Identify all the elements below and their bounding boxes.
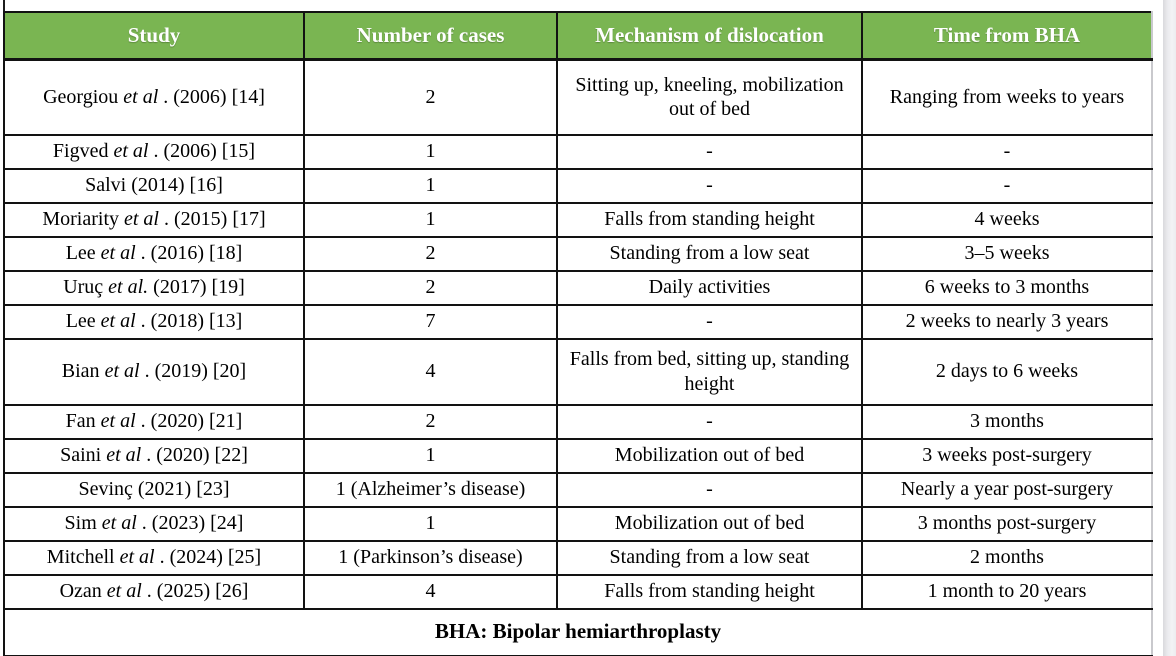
study-cell: Sim et al . (2023) [24] [4,507,304,541]
table-row [4,169,1152,203]
mechanism-cell: - [557,405,862,439]
time-cell: Ranging from weeks to years [862,60,1152,135]
table-header [4,12,1152,60]
time-cell: 2 months [862,541,1152,575]
study-table [3,11,1153,656]
table-row [4,237,1152,271]
time-cell: 3 weeks post-surgery [862,439,1152,473]
header-study: Study [4,12,304,60]
mechanism-cell: - [557,473,862,507]
et-al-italic: et al [104,360,140,383]
mechanism-cell: Standing from a low seat [557,541,862,575]
cases-cell: 1 (Alzheimer’s disease) [304,473,557,507]
cases-cell: 1 [304,203,557,237]
time-cell: 1 month to 20 years [862,575,1152,609]
et-al-italic: et al [123,86,159,109]
study-cell: Ozan et al . (2025) [26] [4,575,304,609]
time-cell: Nearly a year post-surgery [862,473,1152,507]
et-al-italic: et al [101,512,137,535]
time-cell: 2 weeks to nearly 3 years [862,305,1152,339]
et-al-italic: et al [124,208,159,231]
et-al-italic: et al [106,580,142,603]
cases-cell: 4 [304,339,557,405]
study-cell: Lee et al . (2018) [13] [4,305,304,339]
cases-cell: 2 [304,271,557,305]
study-cell: Fan et al . (2020) [21] [4,405,304,439]
et-al-italic: et al [119,546,155,569]
cases-cell: 1 (Parkinson’s disease) [304,541,557,575]
time-cell: 6 weeks to 3 months [862,271,1152,305]
table-row [4,507,1152,541]
et-al-italic: et al [113,140,149,163]
et-al-italic: et al [100,410,136,433]
time-cell: 3–5 weeks [862,237,1152,271]
study-cell: Moriarity et al . (2015) [17] [4,203,304,237]
mechanism-cell: Falls from standing height [557,203,862,237]
study-cell: Georgiou et al . (2006) [14] [4,60,304,135]
et-al-italic: et al [106,444,142,467]
study-cell: Saini et al . (2020) [22] [4,439,304,473]
mechanism-cell: Daily activities [557,271,862,305]
mechanism-cell: - [557,305,862,339]
cases-cell: 1 [304,439,557,473]
cases-cell: 1 [304,169,557,203]
mechanism-cell: Falls from standing height [557,575,862,609]
et-al-italic: et al [100,242,136,265]
table-row [4,271,1152,305]
table-row [4,405,1152,439]
study-cell: Sevinç (2021) [23] [4,473,304,507]
et-al-italic: et al [100,310,136,333]
time-cell: 4 weeks [862,203,1152,237]
table-body [4,60,1152,609]
time-cell: 3 months post-surgery [862,507,1152,541]
header-cases: Number of cases [304,12,557,60]
mechanism-cell: Sitting up, kneeling, mobilization out of bed [557,60,862,135]
table-row [4,305,1152,339]
study-cell: Figved et al . (2006) [15] [4,135,304,169]
cases-cell: 4 [304,575,557,609]
mechanism-cell: Mobilization out of bed [557,439,862,473]
time-cell: 2 days to 6 weeks [862,339,1152,405]
table-row [4,473,1152,507]
et-al-italic: et al. [108,276,149,299]
mechanism-cell: Mobilization out of bed [557,507,862,541]
footer-note: BHA: Bipolar hemiarthroplasty [4,609,1152,656]
cases-cell: 1 [304,507,557,541]
page-edge-strip [1163,0,1176,656]
study-cell: Lee et al . (2016) [18] [4,237,304,271]
cases-cell: 2 [304,237,557,271]
study-cell: Uruç et al. (2017) [19] [4,271,304,305]
mechanism-cell: Falls from bed, sitting up, standing height [557,339,862,405]
table-row [4,203,1152,237]
time-cell: 3 months [862,405,1152,439]
header-time: Time from BHA [862,12,1152,60]
time-cell: - [862,169,1152,203]
mechanism-cell: - [557,135,862,169]
table-row [4,439,1152,473]
header-row [4,12,1152,60]
study-cell: Mitchell et al . (2024) [25] [4,541,304,575]
time-cell: - [862,135,1152,169]
table-footer [4,609,1152,656]
cases-cell: 2 [304,405,557,439]
table-row [4,339,1152,405]
mechanism-cell: Standing from a low seat [557,237,862,271]
table-row [4,575,1152,609]
study-table-wrap [3,11,1153,656]
table-row [4,135,1152,169]
cases-cell: 2 [304,60,557,135]
table-row [4,60,1152,135]
header-mechanism: Mechanism of dislocation [557,12,862,60]
mechanism-cell: - [557,169,862,203]
cases-cell: 7 [304,305,557,339]
cases-cell: 1 [304,135,557,169]
table-row [4,541,1152,575]
footer-row [4,609,1152,656]
study-cell: Bian et al . (2019) [20] [4,339,304,405]
study-cell: Salvi (2014) [16] [4,169,304,203]
